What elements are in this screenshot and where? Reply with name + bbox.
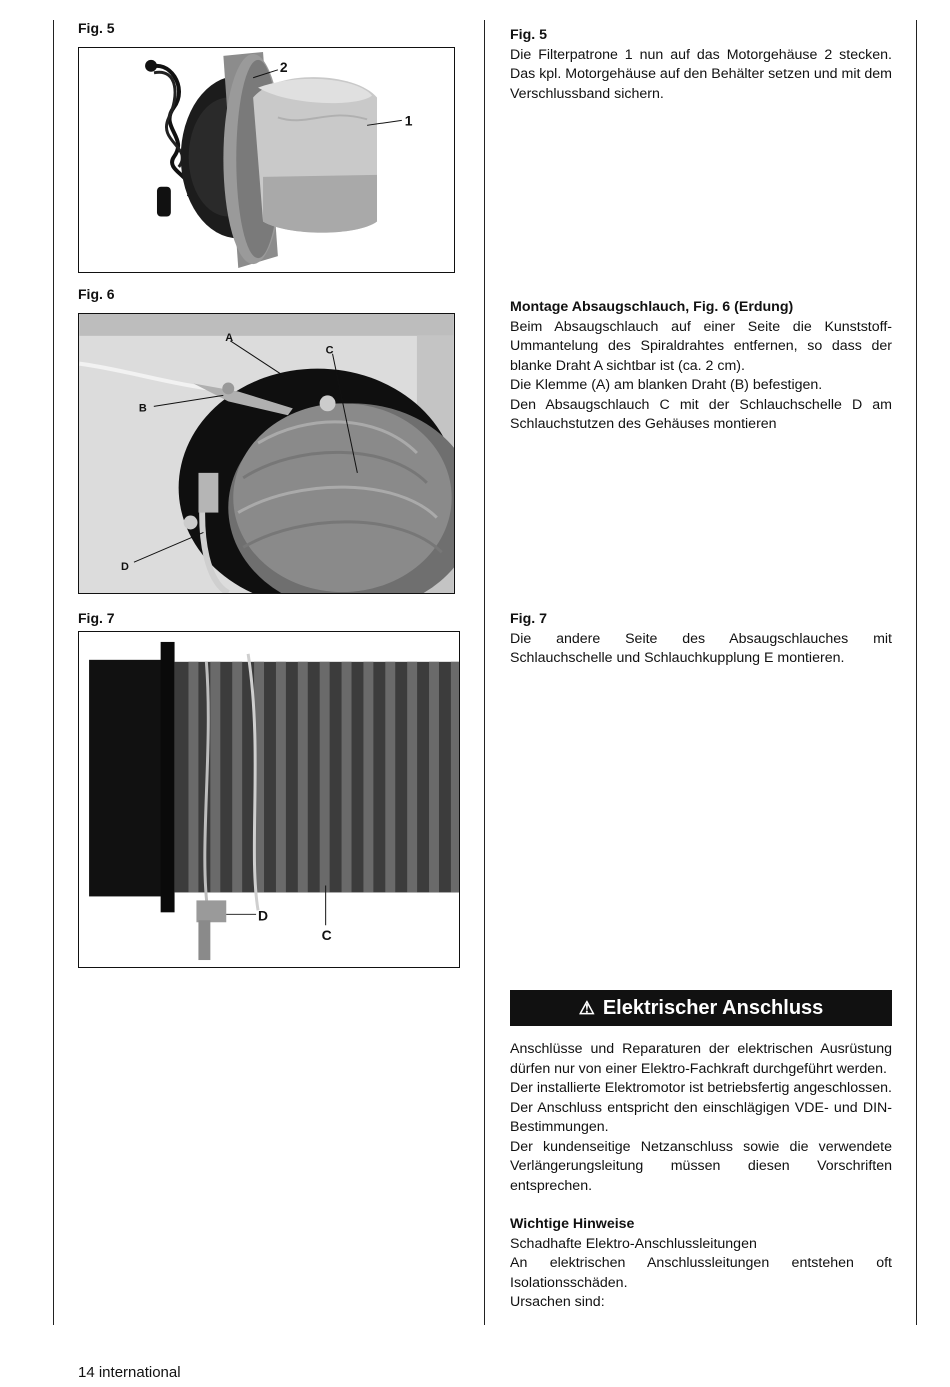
important-notes-line-2: An elektrischen Anschlussleitungen entstehen oft Isolationsschäden.	[510, 1255, 892, 1291]
fig5-text: Die Filterpatrone 1 nun auf das Motorgehäuse 2 stecken. Das kpl. Motorgehäuse auf den Behälter setzen und mit dem Verschlussband sichern.	[510, 46, 892, 102]
fig7-text: Die andere Seite des Absaugschlauches mit Schlauchschelle und Schlauchkupplung E montieren.	[510, 630, 892, 666]
fig7-title: Fig. 7	[510, 611, 548, 627]
important-notes-heading: Wichtige Hinweise	[510, 1216, 635, 1232]
fig7-label: Fig. 7	[78, 610, 115, 626]
fig5-callout-2: 2	[279, 58, 288, 75]
page-footer: 14 international	[78, 1364, 181, 1381]
fig5-title: Fig. 5	[510, 27, 548, 43]
electrical-paragraph-3: Der kundenseitige Netzanschluss sowie die verwendete Verlängerungsleitung müssen diesen Vorschriften entsprechen.	[510, 1138, 892, 1194]
left-margin-rule	[53, 20, 54, 1325]
fig7-description	[510, 610, 892, 669]
fig7-callout-d: D	[258, 907, 269, 924]
fig6-line-2: Die Klemme (A) am blanken Draht (B) befestigen.	[510, 377, 823, 393]
fig6-photo	[78, 313, 455, 594]
fig5-label: Fig. 5	[78, 20, 115, 36]
electrical-connection-banner	[510, 990, 892, 1026]
warning-icon: ⚠	[578, 997, 595, 1018]
fig7-callout-c: C	[321, 927, 332, 944]
electrical-paragraph-1: Anschlüsse und Reparaturen der elektrischen Ausrüstung dürfen nur von einer Elektro-Fachkraft durchgeführt werden.	[510, 1041, 892, 1077]
fig7-photo	[78, 631, 460, 968]
fig6-label: Fig. 6	[78, 286, 115, 302]
important-notes-line-1: Schadhafte Elektro-Anschlussleitungen	[510, 1235, 757, 1252]
fig6-callout-b: B	[138, 402, 147, 415]
fig6-line-3: Den Absaugschlauch C mit der Schlauchschelle D am Schlauchstutzen des Gehäuses montieren	[510, 396, 892, 432]
important-notes-line-3: Ursachen sind:	[510, 1294, 605, 1310]
fig6-callout-c: C	[325, 344, 334, 357]
electrical-paragraph-2: Der installierte Elektromotor ist betriebsfertig angeschlossen. Der Anschluss entspricht den einschlägigen VDE- und DIN-Bestimmungen.	[510, 1080, 892, 1135]
fig6-callout-a: A	[225, 331, 234, 344]
fig6-heading: Montage Absaugschlauch, Fig. 6 (Erdung)	[510, 299, 794, 315]
fig6-line-1: Beim Absaugschlauch auf einer Seite die Kunststoff-Ummantelung des Spiraldrahtes entfernen, so dass der blanke Draht A sichtbar ist (ca. 2 cm).	[510, 318, 892, 374]
fig5-callout-1: 1	[404, 112, 413, 129]
fig5-photo	[78, 47, 455, 273]
center-column-rule	[484, 20, 485, 1325]
fig6-callout-d: D	[121, 561, 129, 574]
electrical-text	[510, 1040, 892, 1313]
fig6-description	[510, 298, 892, 435]
fig5-description	[510, 26, 892, 104]
electrical-connection-title: Elektrischer Anschluss	[602, 996, 824, 1019]
right-margin-rule	[916, 20, 917, 1325]
